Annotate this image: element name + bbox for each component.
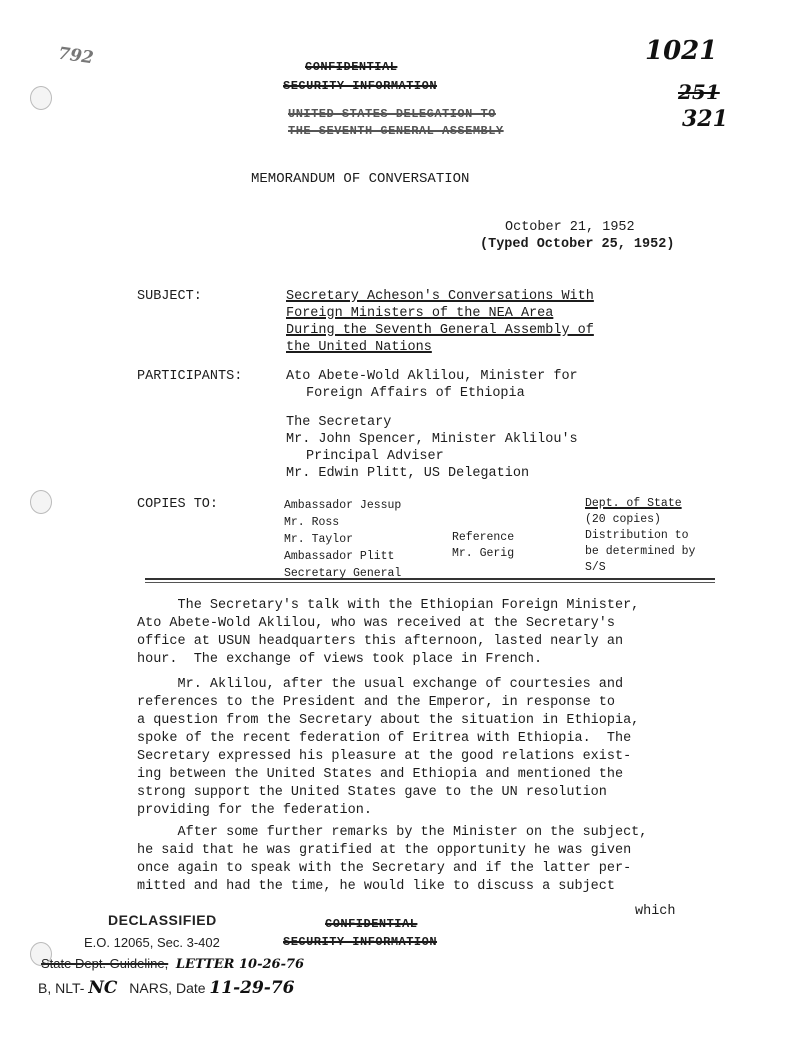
participant-line-5: Principal Adviser bbox=[306, 449, 444, 464]
nlt-initials: NC bbox=[88, 978, 118, 998]
body-paragraph-3: After some further remarks by the Minister on the subject, he said that he was gratified at the opportunity he was given once again to speak with the Secretary and if the latter per- mitted and had the time, he would like to discuss a subject bbox=[137, 825, 648, 894]
continuation-word: which bbox=[635, 904, 676, 919]
copy-name-2: Mr. Ross bbox=[284, 516, 340, 529]
top-left-scribble: 792 bbox=[56, 43, 95, 69]
punch-hole-top bbox=[30, 86, 52, 110]
classification-line1: CONFIDENTIAL bbox=[305, 60, 398, 74]
participant-line-1: Ato Abete-Wold Aklilou, Minister for bbox=[286, 369, 578, 384]
declassified-nlt bbox=[38, 978, 295, 998]
state-dept-label: State Dept. Guideline, bbox=[41, 956, 169, 971]
typed-date: (Typed October 25, 1952) bbox=[480, 237, 675, 252]
file-number: 321 bbox=[682, 106, 728, 132]
participant-line-3: The Secretary bbox=[286, 415, 392, 430]
classification-line2: SECURITY INFORMATION bbox=[283, 79, 438, 93]
participant-line-4: Mr. John Spencer, Minister Aklilou's bbox=[286, 432, 578, 447]
reference-label: Reference bbox=[452, 531, 515, 544]
body-paragraph-2: Mr. Aklilou, after the usual exchange of courtesies and references to the President and the Emperor, in response to a question from the Secretary about the situation in Ethiopia, spoke of the recent federation of Eritrea with Ethiopia. The Secretary expressed his pleasure at the good relations exist- ing between the United States and Ethiopia and mentioned the strong support the United States gave to the UN resolution providing for the federation. bbox=[137, 677, 640, 818]
copy-name-4: Ambassador Plitt bbox=[284, 550, 395, 563]
nlt-prefix: B, NLT- bbox=[38, 980, 85, 996]
punch-hole-middle bbox=[30, 490, 52, 514]
memo-title: MEMORANDUM OF CONVERSATION bbox=[251, 171, 470, 187]
dept-line-1: (20 copies) bbox=[585, 513, 661, 526]
nars-date: 11-29-76 bbox=[209, 978, 295, 998]
subject-line-2: Foreign Ministers of the NEA Area bbox=[286, 306, 554, 321]
subject-label: SUBJECT: bbox=[137, 289, 202, 304]
dept-line-2: Distribution to bbox=[585, 529, 689, 542]
footer-classification-line1: CONFIDENTIAL bbox=[325, 917, 418, 931]
struck-number: 251 bbox=[678, 80, 720, 104]
top-right-number: 1021 bbox=[645, 36, 718, 66]
declassified-eo: E.O. 12065, Sec. 3-402 bbox=[84, 935, 220, 950]
divider-rule bbox=[145, 578, 715, 580]
letter-annotation: LETTER 10-26-76 bbox=[175, 957, 305, 972]
subject-line-1: Secretary Acheson's Conversations With bbox=[286, 289, 594, 304]
participant-line-2: Foreign Affairs of Ethiopia bbox=[306, 386, 525, 401]
copies-label: COPIES TO: bbox=[137, 497, 219, 512]
declassified-title: DECLASSIFIED bbox=[108, 912, 217, 928]
dept-header: Dept. of State bbox=[585, 497, 682, 510]
divider-rule-2 bbox=[145, 582, 715, 583]
body-paragraph-1: The Secretary's talk with the Ethiopian Foreign Minister, Ato Abete-Wold Aklilou, who was received at the Secretary's office at USUN headquarters this afternoon, lasted nearly an hour. The exchange of views took place in French. bbox=[137, 598, 640, 667]
reference-name: Mr. Gerig bbox=[452, 547, 515, 560]
dept-line-3: be determined by bbox=[585, 545, 696, 558]
delegation-line1: UNITED STATES DELEGATION TO bbox=[288, 107, 496, 121]
memo-date: October 21, 1952 bbox=[505, 220, 635, 235]
delegation-line2: THE SEVENTH GENERAL ASSEMBLY bbox=[288, 124, 504, 138]
nars-label: NARS, Date bbox=[129, 980, 206, 996]
footer-classification-line2: SECURITY INFORMATION bbox=[283, 935, 438, 949]
subject-line-3: During the Seventh General Assembly of bbox=[286, 323, 594, 338]
declassified-state-dept bbox=[41, 956, 304, 972]
copy-name-5: Secretary General bbox=[284, 567, 402, 580]
participant-line-6: Mr. Edwin Plitt, US Delegation bbox=[286, 466, 530, 481]
dept-line-4: S/S bbox=[585, 561, 606, 574]
copy-name-1: Ambassador Jessup bbox=[284, 499, 402, 512]
copy-name-3: Mr. Taylor bbox=[284, 533, 354, 546]
subject-line-4: the United Nations bbox=[286, 340, 432, 355]
participants-label: PARTICIPANTS: bbox=[137, 369, 243, 384]
